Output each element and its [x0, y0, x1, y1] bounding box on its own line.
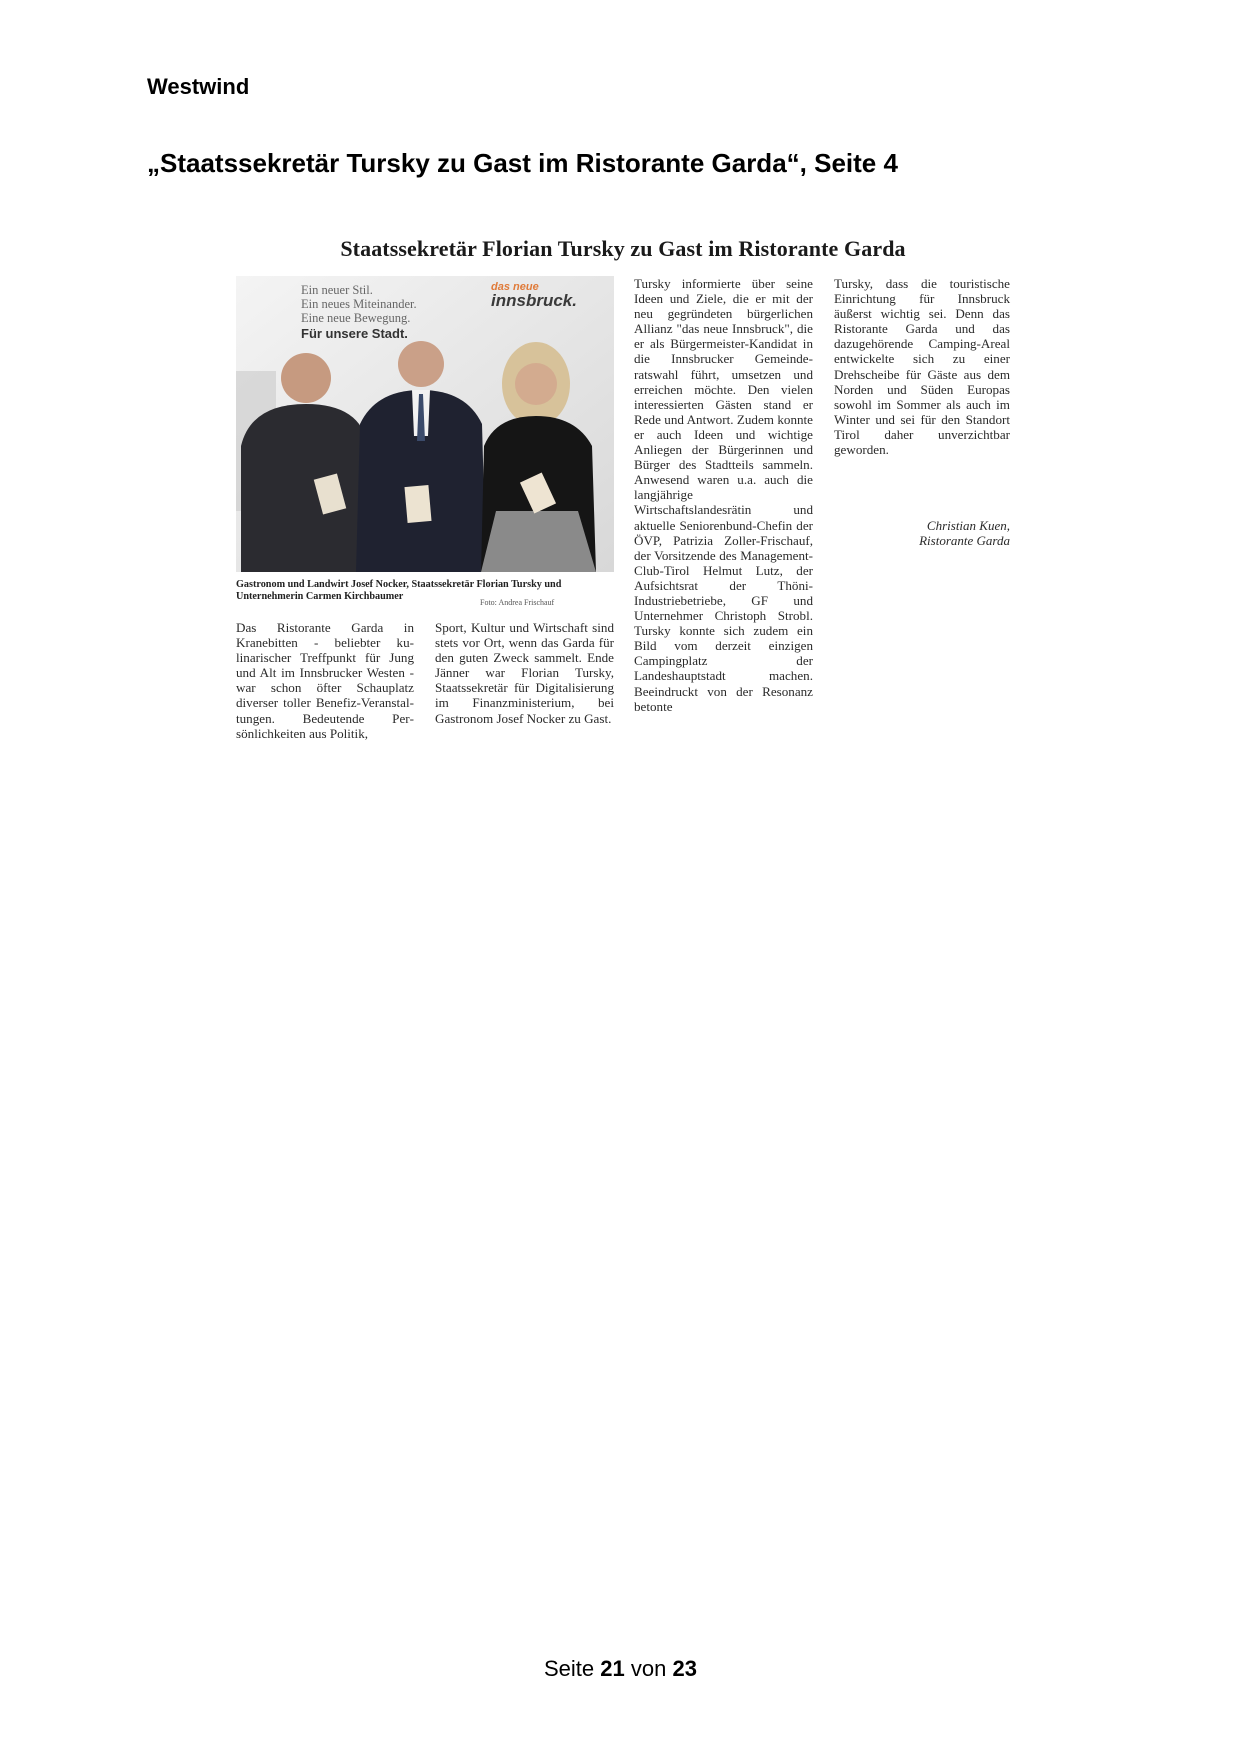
poster-line-1: Ein neuer Stil. [301, 283, 373, 297]
article-column-2: Sport, Kultur und Wirtschaft sind stets vor Ort, wenn das Garda für den guten Zweck sammelt. Ende Jänner war Florian Tursky, Staatssekretär für Digitalisierung im Finanzministerium, bei Gastronom Josef Nocker zu Gast. [435, 620, 614, 726]
total-pages: 23 [672, 1656, 697, 1681]
article-author [830, 518, 1010, 548]
group-photo-illustration [236, 276, 614, 572]
current-page: 21 [600, 1656, 625, 1681]
article-column-1: Das Ristorante Garda in Kranebitten - beliebter kulinarischer Treffpunkt für Jung und Alt im Innsbrucker Westen - war schon öfter Schauplatz diverser toller Benefiz-Veranstaltungen. Bedeutende Persönlichkeiten aus Politik, [236, 620, 414, 741]
page-number [0, 1656, 1241, 1682]
page-separator: von [630, 1656, 667, 1681]
photo-caption: Gastronom und Landwirt Josef Nocker, Staatssekretär Florian Tursky und Unternehmerin Carmen Kirchbaumer [236, 579, 562, 602]
poster-tagline: Für unsere Stadt. [301, 326, 408, 341]
article-column-3: Tursky informierte über seine Ideen und Ziele, die er mit der neu gegründeten bürgerlichen Allianz "das neue Innsbruck", die er als Bürgermeister-Kandidat in die Innsbrucker Gemeinderatswahl führt, umsetzen und erreichen möchte. Den vielen interessierten Gästen stand er Rede und Antwort. Zudem konnte er auch Ideen und wichtige Anliegen der Bürgerinnen und Bürger des Stadtteils sammeln. Anwesend waren u.a. auch die langjährige Wirtschaftslandesrätin und aktuelle Seniorenbund-Chefin der ÖVP, Patrizia Zoller-Frischauf, der Vorsitzende des Management-Club-Tirol Helmut Lutz, der Aufsichtsrat der Thöni-Industriebetriebe, GF und Unternehmer Christoph Strobl. Tursky konnte sich zudem ein Bild vom derzeit einzigen Campingplatz der Landeshauptstadt machen. Beeindruckt von der Resonanz betonte [634, 276, 813, 714]
logo-top-text: das neue [491, 281, 539, 293]
page-prefix: Seite [544, 1656, 595, 1681]
photo-credit: Foto: Andrea Frischauf [480, 598, 555, 607]
poster-line-2: Ein neues Miteinander. [301, 297, 417, 311]
article-photo [236, 276, 614, 572]
author-affiliation: Ristorante Garda [919, 533, 1010, 548]
poster-line-3: Eine neue Bewegung. [301, 311, 411, 325]
article-headline: Staatssekretär Florian Tursky zu Gast im Ristorante Garda [340, 236, 906, 261]
article-column-4: Tursky, dass die touristische Einrichtung für Innsbruck äußerst wichtig sei. Denn das Ristorante Garda und das dazugehörende Camping-Areal entwickelte sich zu einer Drehscheibe für Gäste aus dem Norden und Süden Europas sowohl im Sommer als auch im Winter und sei für den Standort Tirol daher unverzichtbar geworden. [834, 276, 1010, 458]
section-label: Westwind [147, 74, 250, 99]
newspaper-clipping [228, 222, 1018, 762]
author-name: Christian Kuen, [926, 518, 1010, 533]
logo-bottom-text: innsbruck. [491, 291, 577, 310]
document-heading: „Staatssekretär Tursky zu Gast im Ristorante Garda“, Seite 4 [147, 148, 898, 178]
